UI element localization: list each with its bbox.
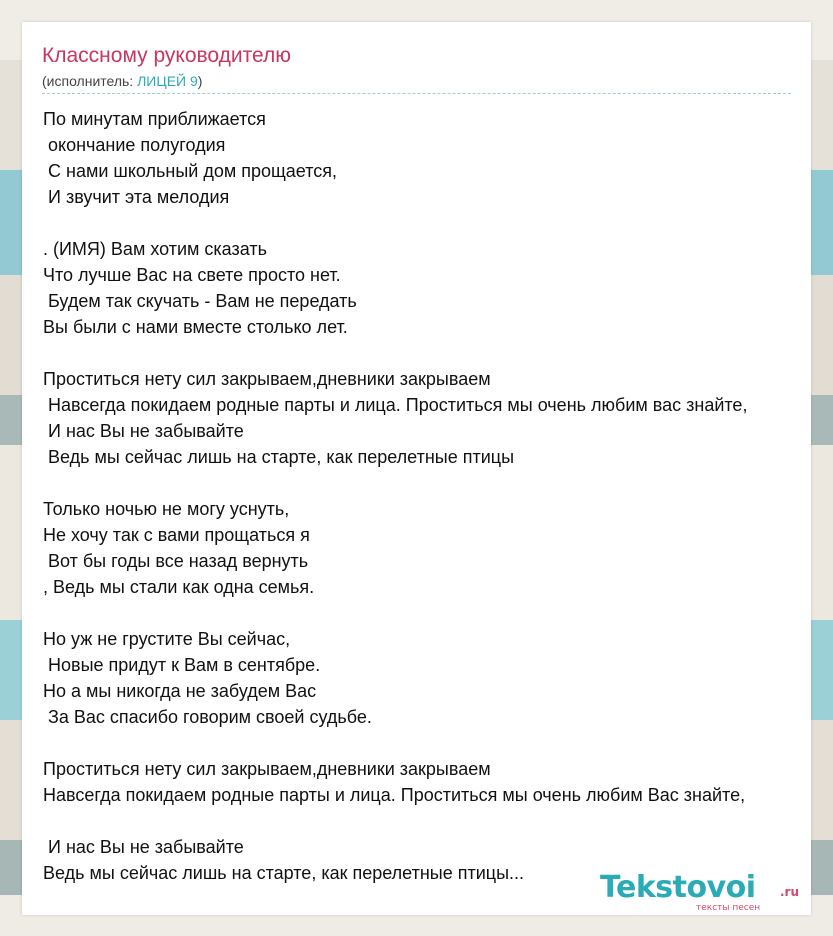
- lyric-line: [43, 340, 811, 366]
- lyric-line: Новые придут к Вам в сентябре.: [43, 655, 321, 675]
- artist-link[interactable]: ЛИЦЕЙ 9: [137, 73, 198, 89]
- lyric-line: И звучит эта мелодия: [43, 187, 230, 207]
- lyric-line: И нас Вы не забывайте: [43, 421, 244, 441]
- lyric-line: [43, 730, 811, 756]
- logo-tld: .ru: [780, 885, 800, 899]
- lyric-line: окончание полугодия: [43, 135, 226, 155]
- lyric-line: Ведь мы сейчас лишь на старте, как перелетные птицы: [43, 447, 515, 467]
- lyric-line: [43, 470, 811, 496]
- site-logo[interactable]: [600, 870, 805, 914]
- lyric-line: [43, 210, 811, 236]
- lyric-line: , Ведь мы стали как одна семья.: [43, 577, 315, 597]
- lyric-line: По минутам приближается: [43, 109, 266, 129]
- lyric-line: Проститься нету сил закрываем,дневники закрываем: [43, 759, 491, 779]
- lyrics-text: [43, 106, 811, 886]
- lyric-line: Вы были с нами вместе столько лет.: [43, 317, 348, 337]
- artist-line: [42, 73, 202, 89]
- logo-name: Tekstovoi: [600, 870, 756, 905]
- artist-suffix: ): [197, 73, 203, 89]
- lyric-line: Только ночью не могу уснуть,: [43, 499, 290, 519]
- song-title: Классному руководителю: [42, 44, 291, 67]
- lyrics-card: [22, 22, 811, 915]
- lyric-line: За Вас спасибо говорим своей судьбе.: [43, 707, 372, 727]
- lyric-line: Проститься нету сил закрываем,дневники закрываем: [43, 369, 491, 389]
- logo-tagline: тексты песен: [696, 903, 761, 913]
- lyric-line: Ведь мы сейчас лишь на старте, как перелетные птицы...: [43, 863, 525, 883]
- lyric-line: Что лучше Вас на свете просто нет.: [43, 265, 341, 285]
- lyric-line: Вот бы годы все назад вернуть: [43, 551, 309, 571]
- lyric-line: [43, 600, 811, 626]
- artist-prefix: (исполнитель:: [42, 73, 138, 89]
- lyric-line: Не хочу так с вами прощаться я: [43, 525, 310, 545]
- title-separator: [42, 93, 791, 94]
- lyric-line: Будем так скучать - Вам не передать: [43, 291, 357, 311]
- lyric-line: Навсегда покидаем родные парты и лица. Проститься мы очень любим Вас знайте,: [43, 785, 746, 805]
- lyric-line: [43, 808, 811, 834]
- lyric-line: . (ИМЯ) Вам хотим сказать: [43, 239, 267, 259]
- lyric-line: И нас Вы не забывайте: [43, 837, 244, 857]
- lyric-line: Но а мы никогда не забудем Вас: [43, 681, 317, 701]
- lyric-line: Навсегда покидаем родные парты и лица. Проститься мы очень любим вас знайте,: [43, 395, 748, 415]
- lyric-line: Но уж не грустите Вы сейчас,: [43, 629, 291, 649]
- lyric-line: С нами школьный дом прощается,: [43, 161, 338, 181]
